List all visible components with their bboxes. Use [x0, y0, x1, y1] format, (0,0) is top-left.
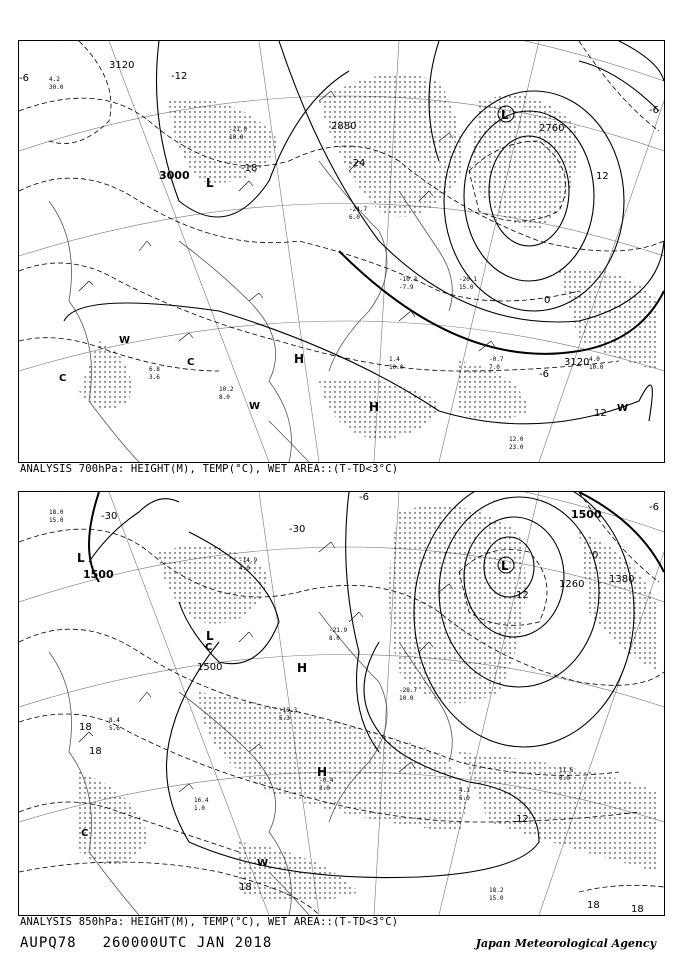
temp-label: -6 — [539, 369, 549, 380]
cold-center-marker: C — [187, 357, 195, 368]
map-panel-700hpa — [18, 40, 665, 463]
svg-text:-21.0: -21.0 — [229, 126, 248, 133]
temp-label: 18 — [631, 904, 644, 915]
svg-text:10.0: 10.0 — [389, 364, 404, 371]
height-label: 1260 — [559, 579, 585, 590]
high-center-marker: H — [294, 352, 305, 366]
chart-code: AUPQ78 — [20, 935, 77, 951]
temp-label: 12 — [516, 590, 529, 601]
caption-700hpa: ANALYSIS 700hPa: HEIGHT(M), TEMP(°C), WET AREA::(T-TD<3°C) — [20, 463, 399, 475]
temp-label: -24 — [349, 158, 366, 169]
agency-credit: Japan Meteorological Agency — [475, 937, 656, 950]
svg-text:-24.7: -24.7 — [349, 206, 368, 213]
svg-text:1.4: 1.4 — [389, 356, 400, 363]
svg-text:-10.3: -10.3 — [399, 276, 418, 283]
height-label: 1500 — [571, 508, 602, 521]
temp-label: 12 — [516, 814, 529, 825]
svg-text:-7.9: -7.9 — [399, 284, 414, 291]
svg-text:-10.3: -10.3 — [279, 707, 298, 714]
svg-text:11.6: 11.6 — [559, 767, 574, 774]
svg-text:4.3: 4.3 — [459, 787, 470, 794]
height-label: 3000 — [159, 169, 190, 182]
svg-text:5.0: 5.0 — [459, 795, 470, 802]
cold-center-marker: C — [81, 828, 89, 839]
svg-text:4.0: 4.0 — [239, 565, 250, 572]
svg-text:4.0: 4.0 — [589, 356, 600, 363]
svg-text:0.0: 0.0 — [559, 775, 570, 782]
svg-text:10.0: 10.0 — [229, 134, 244, 141]
svg-text:6.8: 6.8 — [149, 366, 160, 373]
temp-label: -6 — [649, 105, 659, 116]
height-label: 1500 — [83, 568, 114, 581]
svg-text:30.0: 30.0 — [49, 84, 64, 91]
low-center-marker: L — [501, 108, 509, 122]
svg-text:5.6: 5.6 — [109, 725, 120, 732]
svg-text:6.0: 6.0 — [349, 214, 360, 221]
svg-text:18.0: 18.0 — [49, 509, 64, 516]
svg-text:15.0: 15.0 — [459, 284, 474, 291]
temp-label: 18 — [239, 882, 252, 893]
warm-center-marker: W — [249, 401, 261, 412]
map-850hpa-labels — [19, 492, 664, 915]
height-label: 2880 — [331, 121, 357, 132]
svg-text:8.0: 8.0 — [219, 394, 230, 401]
svg-text:4.2: 4.2 — [49, 76, 60, 83]
warm-center-marker: W — [617, 403, 629, 414]
svg-text:7.0: 7.0 — [489, 364, 500, 371]
caption-850hpa: ANALYSIS 850hPa: HEIGHT(M), TEMP(°C), WET AREA::(T-TD<3°C) — [20, 916, 399, 928]
temp-label: 18 — [89, 746, 102, 757]
map-700hpa-labels — [19, 41, 664, 462]
svg-text:-0.4: -0.4 — [319, 777, 334, 784]
height-label: 2760 — [539, 123, 565, 134]
temp-label: 0 — [592, 550, 599, 561]
warm-center-marker: W — [119, 335, 131, 346]
temp-label: -30 — [289, 524, 306, 535]
temp-label: 18 — [79, 722, 92, 733]
high-center-marker: H — [369, 400, 380, 414]
high-center-marker: H — [317, 765, 328, 779]
temp-label: -6 — [359, 492, 369, 503]
warm-center-marker: W — [257, 858, 269, 869]
valid-time: 260000UTC JAN 2018 — [102, 935, 273, 951]
svg-text:8.0: 8.0 — [329, 635, 340, 642]
height-label: 3120 — [564, 357, 590, 368]
temp-label: -6 — [649, 502, 659, 513]
svg-text:10.0: 10.0 — [399, 695, 414, 702]
svg-text:15.0: 15.0 — [489, 895, 504, 902]
svg-text:3.6: 3.6 — [149, 374, 160, 381]
svg-text:-14.9: -14.9 — [239, 557, 258, 564]
height-label: 1500 — [197, 662, 223, 673]
svg-text:10.2: 10.2 — [219, 386, 234, 393]
temp-label: -6 — [19, 73, 29, 84]
svg-text:1.0: 1.0 — [194, 805, 205, 812]
svg-text:23.0: 23.0 — [509, 444, 524, 451]
svg-text:15.0: 15.0 — [49, 517, 64, 524]
temp-label: -18 — [241, 163, 258, 174]
svg-text:18.2: 18.2 — [489, 887, 504, 894]
temp-label: 12 — [594, 408, 607, 419]
temp-label: -12 — [171, 71, 188, 82]
low-center-marker: L — [206, 629, 214, 643]
cold-center-marker: C — [59, 373, 67, 384]
svg-text:8.4: 8.4 — [109, 717, 120, 724]
chart-identifier — [20, 935, 298, 951]
svg-text:3.0: 3.0 — [319, 785, 330, 792]
svg-text:10.0: 10.0 — [589, 364, 604, 371]
svg-text:-20.1: -20.1 — [459, 276, 478, 283]
low-center-marker: L — [501, 559, 509, 573]
height-label: 3120 — [109, 60, 135, 71]
low-center-marker: L — [206, 176, 214, 190]
low-center-marker: L — [77, 551, 85, 565]
svg-text:16.4: 16.4 — [194, 797, 209, 804]
svg-text:-0.7: -0.7 — [489, 356, 504, 363]
temp-label: 12 — [596, 171, 609, 182]
svg-text:-21.9: -21.9 — [329, 627, 348, 634]
map-panel-850hpa — [18, 491, 665, 916]
cold-center-marker: C — [205, 642, 213, 653]
height-label: 1380 — [609, 574, 635, 585]
temp-label: 0 — [544, 295, 551, 306]
svg-text:-28.7: -28.7 — [399, 687, 418, 694]
temp-label: -30 — [101, 511, 118, 522]
temp-label: 18 — [587, 900, 600, 911]
high-center-marker: H — [297, 661, 308, 675]
svg-text:12.0: 12.0 — [509, 436, 524, 443]
svg-text:5.3: 5.3 — [279, 715, 290, 722]
